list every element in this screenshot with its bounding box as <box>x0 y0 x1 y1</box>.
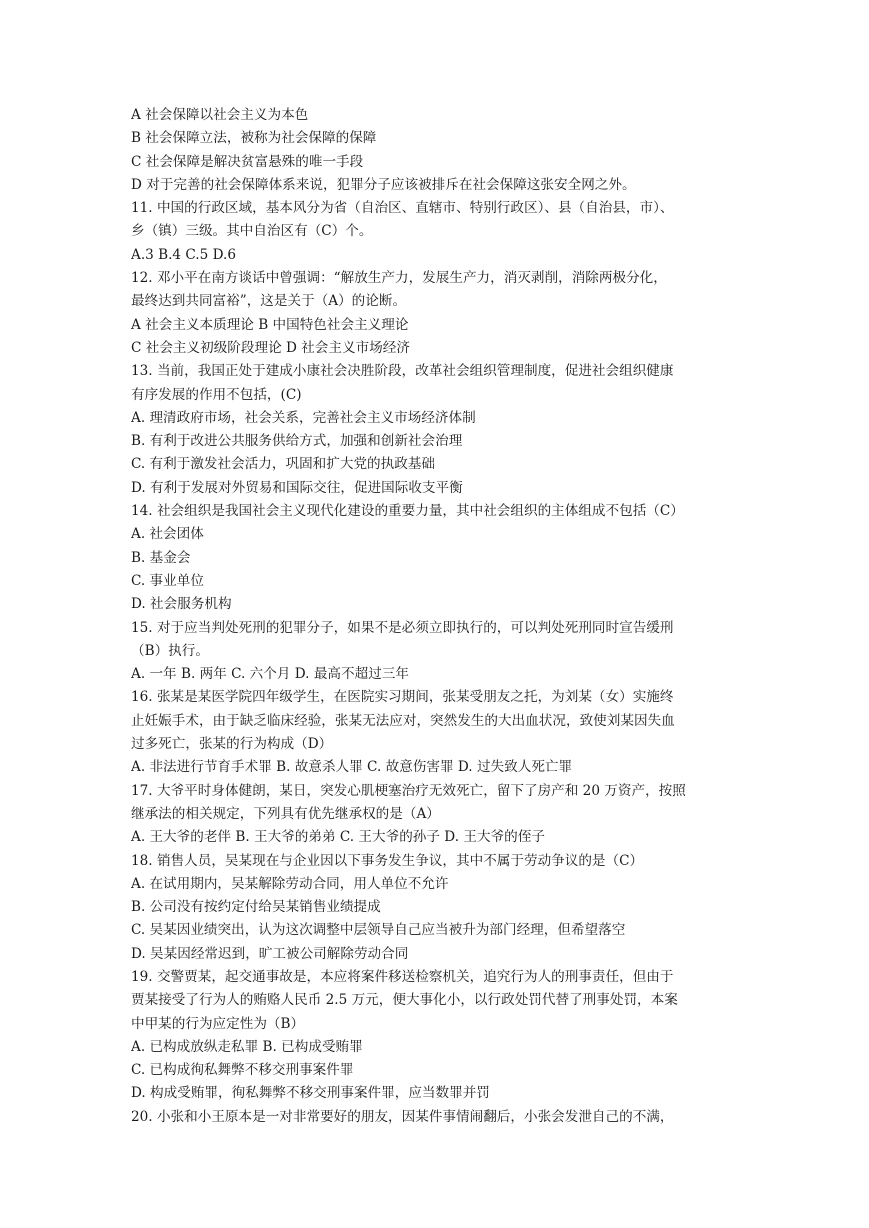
question-16-line-3: 过多死亡，张某的行为构成（D） <box>131 736 333 753</box>
question-14-option-b: B. 基金会 <box>131 549 191 566</box>
question-13-option-b: B. 有利于改进公共服务供给方式，加强和创新社会治理 <box>131 433 463 450</box>
question-11-line-1: 11. 中国的行政区域，基本风分为省（自治区、直辖市、特别行政区）、县（自治县，市）、 <box>131 200 674 217</box>
question-12-options-2: C 社会主义初级阶段理论 D 社会主义市场经济 <box>131 339 410 356</box>
question-18-option-a: A. 在试用期内，吴某解除劳动合同，用人单位不允许 <box>131 875 449 892</box>
question-18-option-b: B. 公司没有按约定付给吴某销售业绩提成 <box>131 899 381 916</box>
question-17-line-2: 继承法的相关规定，下列具有优先继承权的是（A） <box>131 805 440 822</box>
question-17-line-1: 17. 大爷平时身体健朗，某日，突发心肌梗塞治疗无效死亡，留下了房产和 20 万资产，按照 <box>131 782 686 799</box>
question-12-line-2: 最终达到共同富裕”，这是关于（A）的论断。 <box>131 293 407 310</box>
question-19-line-1: 19. 交警贾某，起交通事故是，本应将案件移送检察机关，追究行为人的刑事责任，但由于 <box>131 968 674 985</box>
question-15-options: A. 一年 B. 两年 C. 六个月 D. 最高不超过三年 <box>131 666 409 683</box>
question-13-option-c: C. 有利于激发社会活力，巩固和扩大党的执政基础 <box>131 456 436 473</box>
text-line: B 社会保障立法，被称为社会保障的保障 <box>131 130 377 147</box>
question-14-line-1: 14. 社会组织是我国社会主义现代化建设的重要力量，其中社会组织的主体组成不包括（C） <box>131 503 684 520</box>
question-16-line-1: 16. 张某是某医学院四年级学生，在医院实习期间，张某受朋友之托，为刘某（女）实施终 <box>131 689 674 706</box>
question-11-line-2: 乡（镇）三级。其中自治区有（C）个。 <box>131 223 373 240</box>
question-13-line-1: 13. 当前，我国正处于建成小康社会决胜阶段，改革社会组织管理制度，促进社会组织健康 <box>131 363 674 380</box>
question-12-options-1: A 社会主义本质理论 B 中国特色社会主义理论 <box>131 316 409 333</box>
question-16-line-2: 止妊娠手术，由于缺乏临床经验，张某无法应对，突然发生的大出血状况，致使刘某因失血 <box>131 712 675 729</box>
question-13-line-2: 有序发展的作用不包括，(C) <box>131 386 302 403</box>
document-body <box>131 104 743 1129</box>
question-19-options-1: A. 已构成放纵走私罪 B. 已构成受贿罪 <box>131 1038 363 1055</box>
question-14-option-d: D. 社会服务机构 <box>131 596 232 613</box>
question-14-option-c: C. 事业单位 <box>131 572 204 589</box>
question-19-line-3: 中甲某的行为应定性为（B） <box>131 1015 305 1032</box>
question-18-option-c: C. 吴某因业绩突出，认为这次调整中层领导自己应当被升为部门经理，但希望落空 <box>131 922 626 939</box>
question-14-option-a: A. 社会团体 <box>131 526 204 543</box>
question-19-options-3: D. 构成受贿罪，徇私舞弊不移交刑事案件罪，应当数罪并罚 <box>131 1085 490 1102</box>
question-13-option-d: D. 有利于发展对外贸易和国际交往，促进国际收支平衡 <box>131 479 463 496</box>
text-line: D 对于完善的社会保障体系来说，犯罪分子应该被排斥在社会保障这张安全网之外。 <box>131 176 636 193</box>
text-line: A 社会保障以社会主义为本色 <box>131 107 309 123</box>
question-17-options: A. 王大爷的老伴 B. 王大爷的弟弟 C. 王大爷的孙子 D. 王大爷的侄子 <box>131 829 545 846</box>
question-15-line-1: 15. 对于应当判处死刑的犯罪分子，如果不是必须立即执行的，可以判处死刑同时宣告缓刑 <box>131 619 674 636</box>
question-18-line-1: 18. 销售人员，吴某现在与企业因以下事务发生争议，其中不属于劳动争议的是（C） <box>131 852 644 869</box>
text-line: C 社会保障是解决贫富悬殊的唯一手段 <box>131 153 364 170</box>
question-13-option-a: A. 理清政府市场，社会关系，完善社会主义市场经济体制 <box>131 409 476 426</box>
question-18-option-d: D. 吴某因经常迟到，旷工被公司解除劳动合同 <box>131 945 409 962</box>
question-20-line-1: 20. 小张和小王原本是一对非常要好的朋友，因某件事情闹翻后，小张会发泄自己的不满， <box>131 1108 674 1125</box>
question-12-line-1: 12. 邓小平在南方谈话中曾强调：“解放生产力，发展生产力，消灭剥削，消除两极分化， <box>131 270 667 287</box>
question-11-options: A.3 B.4 C.5 D.6 <box>131 246 236 263</box>
question-19-line-2: 贾某接受了行为人的贿赂人民币 2.5 万元，便大事化小，以行政处罚代替了刑事处罚，本案 <box>131 992 678 1009</box>
question-15-line-2: （B）执行。 <box>131 642 209 659</box>
question-16-options: A. 非法进行节育手术罪 B. 故意杀人罪 C. 故意伤害罪 D. 过失致人死亡罪 <box>131 759 573 776</box>
question-19-options-2: C. 已构成徇私舞弊不移交刑事案件罪 <box>131 1062 354 1079</box>
